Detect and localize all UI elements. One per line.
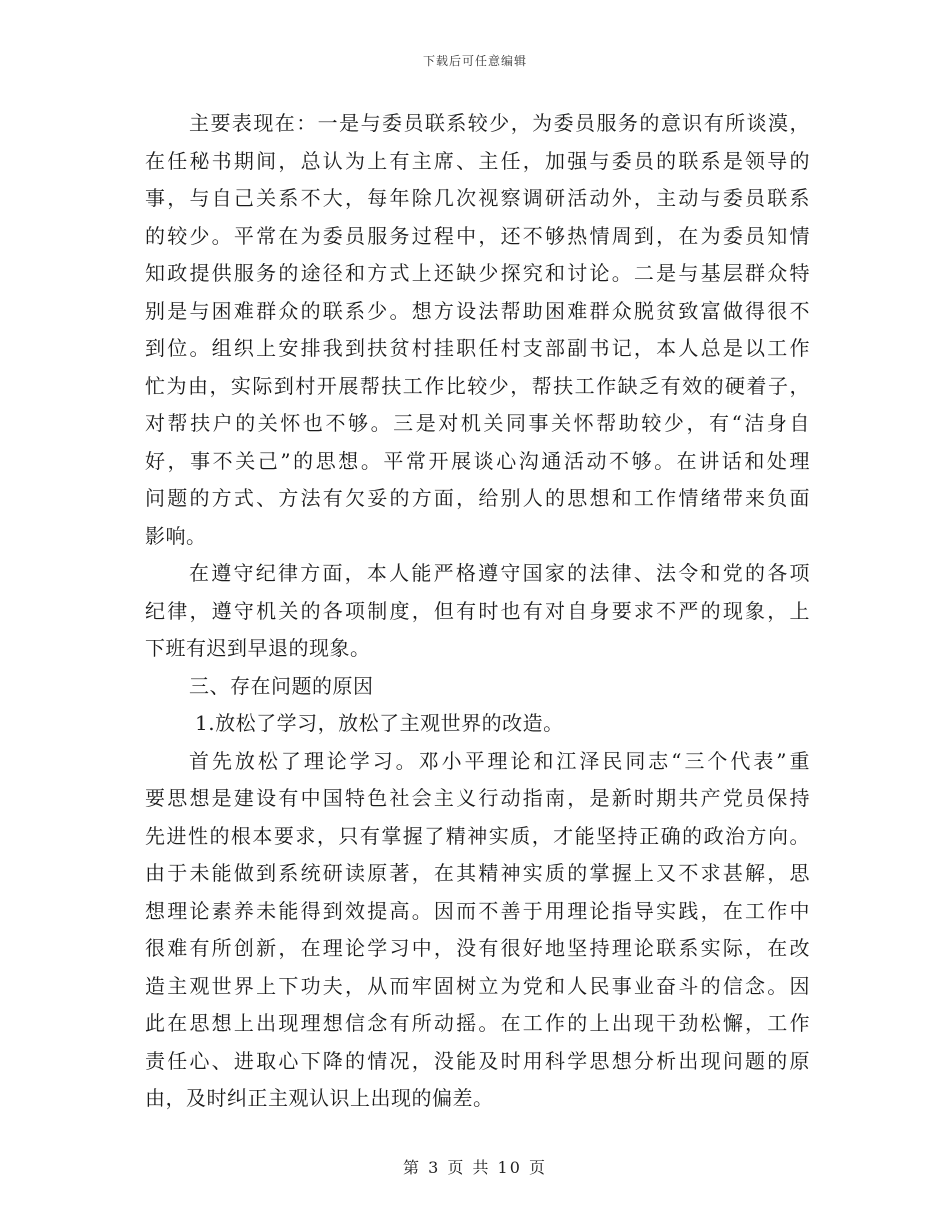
text-line: 很难有所创新，在理论学习中，没有很好地坚持理论联系实际，在改 xyxy=(145,936,810,960)
text-line: 由，及时纠正主观认识上出现的偏差。 xyxy=(145,1086,494,1110)
text-line: 事，与自己关系不大，每年除几次视察调研活动外，主动与委员联系 xyxy=(145,186,810,210)
text-line: 下班有迟到早退的现象。 xyxy=(145,636,371,660)
text-line: 要思想是建设有中国特色社会主义行动指南，是新时期共产党员保持 xyxy=(145,786,810,810)
text-line: 别是与困难群众的联系少。想方设法帮助困难群众脱贫致富做得很不 xyxy=(145,298,810,323)
text-line: 纪律，遵守机关的各项制度，但有时也有对自身要求不严的现象，上 xyxy=(145,598,810,623)
text-line: 想理论素养未能得到效提高。因而不善于用理论指导实践，在工作中 xyxy=(145,898,810,923)
document-body xyxy=(145,105,810,1118)
page-footer: 第 3 页 共 10 页 xyxy=(403,1158,547,1177)
text-line: 问题的方式、方法有欠妥的方面，给别人的思想和工作情绪带来负面 xyxy=(145,486,810,510)
text-line: 知政提供服务的途径和方式上还缺少探究和讨论。二是与基层群众特 xyxy=(145,261,810,285)
text-line: 到位。组织上安排我到扶贫村挂职任村支部副书记，本人总是以工作 xyxy=(145,336,810,360)
text-line: 责任心、进取心下降的情况，没能及时用科学思想分析出现问题的原 xyxy=(145,1048,810,1073)
text-line: 此在思想上出现理想信念有所动摇。在工作的上出现干劲松懈，工作 xyxy=(145,1011,810,1035)
text-line: 的较少。平常在为委员服务过程中，还不够热情周到，在为委员知情 xyxy=(145,223,810,248)
text-line: 1.放松了学习，放松了主观世界的改造。 xyxy=(195,711,564,735)
text-line: 对帮扶户的关怀也不够。三是对机关同事关怀帮助较少，有“洁身自 xyxy=(145,411,810,435)
text-line: 好，事不关己”的思想。平常开展谈心沟通活动不够。在讲话和处理 xyxy=(145,448,810,473)
text-line: 在任秘书期间，总认为上有主席、主任，加强与委员的联系是领导的 xyxy=(145,148,810,173)
text-line: 忙为由，实际到村开展帮扶工作比较少，帮扶工作缺乏有效的硬着子， xyxy=(145,373,810,398)
text-line: 造主观世界上下功夫，从而牢固树立为党和人民事业奋斗的信念。因 xyxy=(145,973,810,998)
text-line: 三、存在问题的原因 xyxy=(189,673,374,698)
page-header: 下载后可任意编辑 xyxy=(422,54,527,68)
text-line: 主要表现在：一是与委员联系较少，为委员服务的意识有所谈漠， xyxy=(189,111,810,135)
text-line: 先进性的根本要求，只有掌握了精神实质，才能坚持正确的政治方向。 xyxy=(145,823,810,848)
text-line: 由于未能做到系统研读原著，在其精神实质的掌握上又不求甚解，思 xyxy=(145,861,810,885)
text-line: 影响。 xyxy=(145,523,207,548)
text-line: 首先放松了理论学习。邓小平理论和江泽民同志“三个代表”重 xyxy=(189,748,810,773)
text-line: 在遵守纪律方面，本人能严格遵守国家的法律、法令和党的各项 xyxy=(189,561,810,585)
